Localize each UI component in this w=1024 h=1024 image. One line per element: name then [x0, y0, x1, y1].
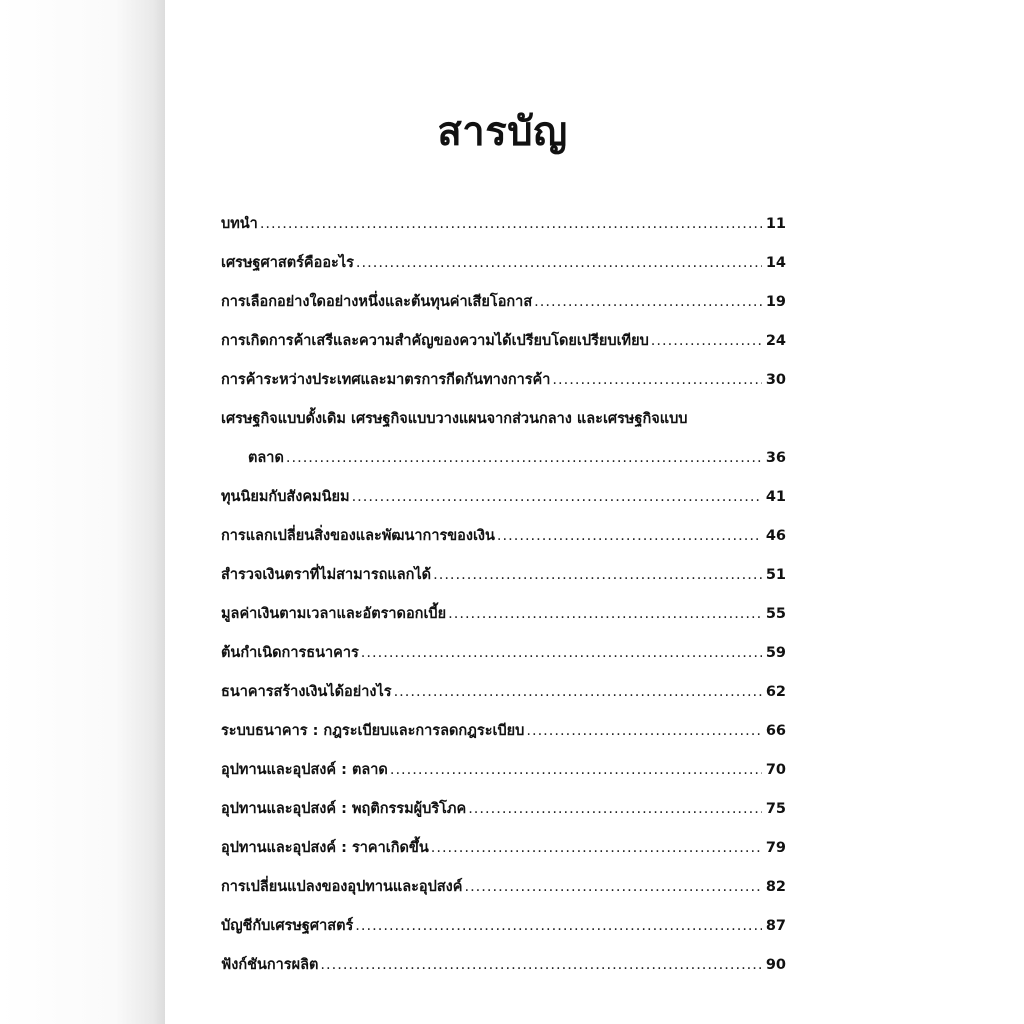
toc-entry[interactable] [221, 322, 786, 361]
page-spine-shadow [0, 0, 165, 1024]
toc-entry-title: ต้นกำเนิดการธนาคาร [221, 645, 359, 661]
toc-entry-page: 46 [765, 528, 786, 544]
dot-leader [260, 205, 762, 244]
toc-entry[interactable] [221, 712, 786, 751]
toc-entry-title: บทนำ [221, 216, 258, 232]
toc-entry-title: ธนาคารสร้างเงินได้อย่างไร [221, 684, 392, 700]
toc-entry[interactable] [221, 361, 786, 400]
dot-leader [448, 595, 762, 634]
toc-entry-title: เศรษฐศาสตร์คืออะไร [221, 255, 354, 271]
toc-entry-page: 30 [765, 372, 786, 388]
dot-leader [552, 361, 762, 400]
toc-entry-page: 62 [765, 684, 786, 700]
toc-entry[interactable] [221, 946, 786, 985]
toc-entry[interactable] [221, 595, 786, 634]
dot-leader [356, 244, 762, 283]
dot-leader [390, 751, 762, 790]
toc-entry-title: การเกิดการค้าเสรีและความสำคัญของความได้เปรียบโดยเปรียบเทียบ [221, 333, 649, 349]
toc-entry-page: 82 [765, 879, 786, 895]
toc-entry-title-continued: ตลาด [248, 450, 284, 466]
toc-entry-page: 41 [765, 489, 786, 505]
toc-entry-title: อุปทานและอุปสงค์ : ตลาด [221, 762, 388, 778]
toc-entry-page: 19 [765, 294, 786, 310]
toc-entry[interactable] [221, 751, 786, 790]
toc-entry-page: 79 [765, 840, 786, 856]
toc-entry-title: การแลกเปลี่ยนสิ่งของและพัฒนาการของเงิน [221, 528, 495, 544]
toc-entry[interactable] [221, 205, 786, 244]
toc-entry[interactable] [221, 244, 786, 283]
dot-leader [286, 439, 762, 478]
table-of-contents [221, 205, 786, 985]
toc-entry-page: 11 [765, 216, 786, 232]
toc-entry-page: 75 [765, 801, 786, 817]
toc-entry[interactable] [221, 790, 786, 829]
toc-entry[interactable] [221, 283, 786, 322]
dot-leader [468, 790, 762, 829]
dot-leader [355, 907, 762, 946]
dot-leader [352, 478, 762, 517]
dot-leader [497, 517, 762, 556]
toc-entry-title: ฟังก์ชันการผลิต [221, 957, 319, 973]
toc-entry-title: เศรษฐกิจแบบดั้งเดิม เศรษฐกิจแบบวางแผนจากส่วนกลาง และเศรษฐกิจแบบ [221, 411, 688, 427]
toc-entry[interactable] [221, 634, 786, 673]
dot-leader [431, 829, 762, 868]
toc-entry[interactable] [221, 478, 786, 517]
toc-entry-title: การเลือกอย่างใดอย่างหนึ่งและต้นทุนค่าเสียโอกาส [221, 294, 533, 310]
toc-entry-page: 24 [765, 333, 786, 349]
dot-leader [651, 322, 762, 361]
toc-entry-page: 70 [765, 762, 786, 778]
dot-leader [320, 946, 762, 985]
toc-entry[interactable] [221, 673, 786, 712]
dot-leader [433, 556, 762, 595]
toc-entry-title: บัญชีกับเศรษฐศาสตร์ [221, 918, 354, 934]
toc-entry-title: อุปทานและอุปสงค์ : พฤติกรรมผู้บริโภค [221, 801, 467, 817]
toc-entry-title: การค้าระหว่างประเทศและมาตรการกีดกันทางการค้า [221, 372, 551, 388]
page-title: สารบัญ [437, 108, 568, 155]
dot-leader [361, 634, 762, 673]
dot-leader [464, 868, 762, 907]
toc-entry-page: 66 [765, 723, 786, 739]
toc-entry-title: ทุนนิยมกับสังคมนิยม [221, 489, 350, 505]
toc-entry-title: มูลค่าเงินตามเวลาและอัตราดอกเบี้ย [221, 606, 447, 622]
toc-entry[interactable] [221, 517, 786, 556]
toc-entry-page: 59 [765, 645, 786, 661]
toc-entry-title: อุปทานและอุปสงค์ : ราคาเกิดขึ้น [221, 840, 429, 856]
toc-entry-title: การเปลี่ยนแปลงของอุปทานและอุปสงค์ [221, 879, 463, 895]
dot-leader [394, 673, 762, 712]
toc-entry-page: 55 [765, 606, 786, 622]
toc-entry[interactable] [221, 907, 786, 946]
toc-entry-page: 51 [765, 567, 786, 583]
toc-entry-page: 90 [765, 957, 786, 973]
toc-entry-page: 87 [765, 918, 786, 934]
toc-entry[interactable] [221, 829, 786, 868]
toc-entry-title: สำรวจเงินตราที่ไม่สามารถแลกได้ [221, 567, 432, 583]
toc-entry-page: 14 [765, 255, 786, 271]
toc-entry-title: ระบบธนาคาร : กฎระเบียบและการลดกฎระเบียบ [221, 723, 525, 739]
toc-entry-page: 36 [765, 450, 786, 466]
toc-entry[interactable] [221, 556, 786, 595]
toc-entry[interactable] [221, 868, 786, 907]
dot-leader [526, 712, 762, 751]
dot-leader [534, 283, 762, 322]
toc-entry[interactable] [221, 400, 786, 478]
